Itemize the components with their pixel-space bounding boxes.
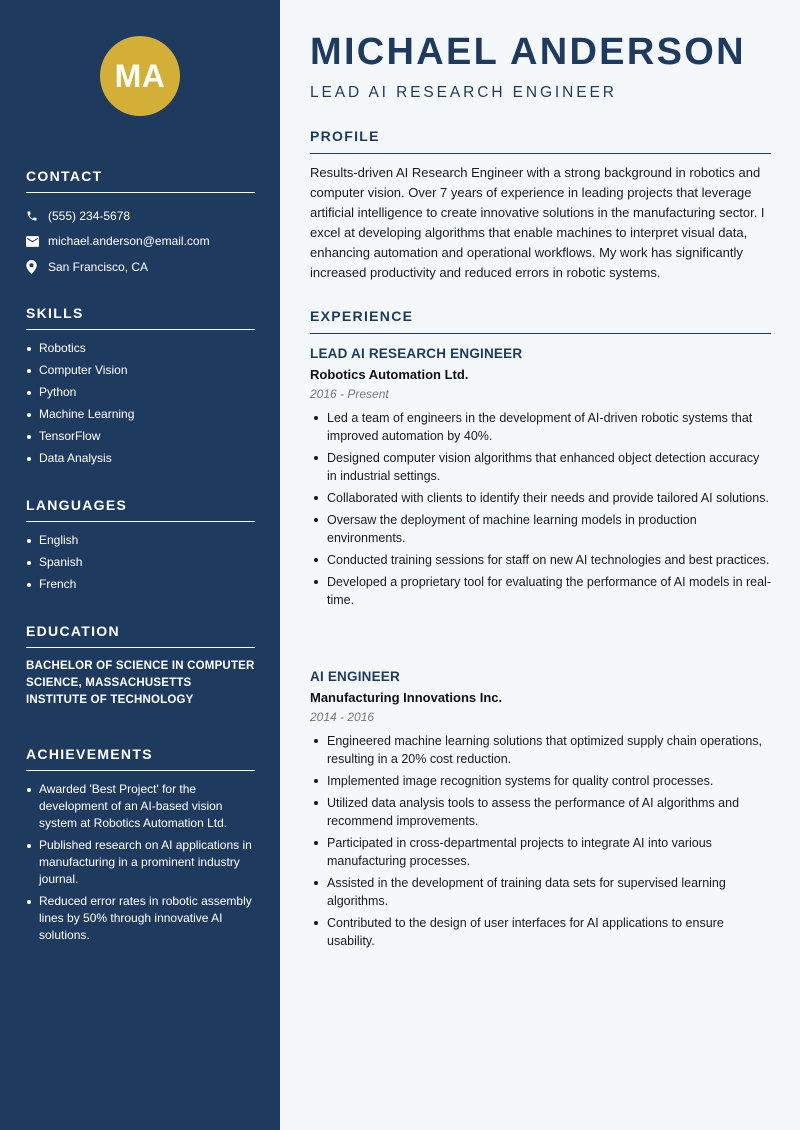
- language-item: Spanish: [26, 554, 255, 571]
- contact-email[interactable]: [26, 229, 255, 255]
- achievements-heading: ACHIEVEMENTS: [26, 746, 255, 771]
- job-bullet: Led a team of engineers in the development of AI-driven robotic systems that improved automation by 40%.: [310, 409, 771, 445]
- job-bullet: Collaborated with clients to identify their needs and provide tailored AI solutions.: [310, 489, 771, 507]
- job-entry: [310, 346, 771, 613]
- contact-list: [26, 203, 255, 280]
- job-title: AI ENGINEER: [310, 669, 400, 684]
- job-bullet: Utilized data analysis tools to assess the performance of AI algorithms and recommend improvements.: [310, 794, 771, 830]
- location-pin-icon: [26, 260, 48, 274]
- avatar: [100, 36, 180, 116]
- job-bullet: Developed a proprietary tool for evaluating the performance of AI models in real-time.: [310, 573, 771, 609]
- contact-phone[interactable]: [26, 203, 255, 229]
- skills-section: [26, 305, 255, 472]
- job-bullet: Conducted training sessions for staff on new AI technologies and best practices.: [310, 551, 771, 569]
- contact-heading: CONTACT: [26, 168, 255, 193]
- phone-text: (555) 234-5678: [48, 208, 131, 223]
- languages-section: [26, 497, 255, 598]
- achievements-list: [26, 781, 255, 944]
- job-bullet: Oversaw the deployment of machine learning models in production environments.: [310, 511, 771, 547]
- candidate-name: MICHAEL ANDERSON: [310, 31, 746, 73]
- skills-heading: SKILLS: [26, 305, 255, 330]
- skill-item: TensorFlow: [26, 428, 255, 445]
- job-bullets: [310, 409, 771, 609]
- job-company: Manufacturing Innovations Inc.: [310, 690, 503, 705]
- languages-list: [26, 532, 255, 593]
- language-item: French: [26, 576, 255, 593]
- job-dates: 2014 - 2016: [310, 710, 375, 724]
- email-icon: [26, 236, 48, 247]
- skills-list: [26, 340, 255, 467]
- job-bullet: Participated in cross-departmental projects to integrate AI into various manufacturing processes.: [310, 834, 771, 870]
- skill-item: Data Analysis: [26, 450, 255, 467]
- contact-section: [26, 168, 255, 280]
- email-text: michael.anderson@email.com: [48, 234, 210, 249]
- job-bullets: [310, 732, 771, 950]
- job-title: LEAD AI RESEARCH ENGINEER: [310, 346, 523, 361]
- skill-item: Computer Vision: [26, 362, 255, 379]
- language-item: English: [26, 532, 255, 549]
- experience-heading: EXPERIENCE: [310, 308, 771, 334]
- job-entry: [310, 669, 771, 954]
- achievement-item: Awarded 'Best Project' for the development of an AI-based vision system at Robotics Automation Ltd.: [26, 781, 255, 832]
- education-heading: EDUCATION: [26, 623, 255, 648]
- languages-heading: LANGUAGES: [26, 497, 255, 522]
- achievement-item: Published research on AI applications in manufacturing in a prominent industry journal.: [26, 837, 255, 888]
- candidate-role: LEAD AI RESEARCH ENGINEER: [310, 84, 617, 101]
- location-text: San Francisco, CA: [48, 259, 149, 274]
- profile-text: Results-driven AI Research Engineer with a strong background in robotics and computer vision. Over 7 years of experience in leading projects that leverage artificial intelligence to create innovative solutions in the manufacturing sector. I excel at developing algorithms that enable machines to interpret visual data, enhancing automation and operational workflows. My work has significantly increased productivity and reduced errors in robotic systems.: [310, 165, 765, 280]
- skill-item: Robotics: [26, 340, 255, 357]
- skill-item: Machine Learning: [26, 406, 255, 423]
- phone-icon: [26, 210, 48, 222]
- job-bullet: Engineered machine learning solutions that optimized supply chain operations, resulting in a 20% cost reduction.: [310, 732, 771, 768]
- job-bullet: Contributed to the design of user interfaces for AI applications to ensure usability.: [310, 914, 771, 950]
- job-bullet: Implemented image recognition systems for quality control processes.: [310, 772, 771, 790]
- achievements-section: [26, 746, 255, 949]
- education-section: [26, 623, 255, 709]
- job-bullet: Assisted in the development of training data sets for supervised learning algorithms.: [310, 874, 771, 910]
- job-dates: 2016 - Present: [310, 387, 389, 401]
- job-bullet: Designed computer vision algorithms that enhanced object detection accuracy in industrial settings.: [310, 449, 771, 485]
- skill-item: Python: [26, 384, 255, 401]
- avatar-initials: MA: [114, 57, 166, 94]
- job-company: Robotics Automation Ltd.: [310, 367, 469, 382]
- sidebar: [0, 0, 280, 1130]
- contact-location: [26, 254, 255, 280]
- education-degree: BACHELOR OF SCIENCE IN COMPUTER SCIENCE, MASSACHUSETTS INSTITUTE OF TECHNOLOGY: [26, 660, 255, 706]
- profile-heading: PROFILE: [310, 128, 771, 154]
- achievement-item: Reduced error rates in robotic assembly lines by 50% through innovative AI solutions.: [26, 893, 255, 944]
